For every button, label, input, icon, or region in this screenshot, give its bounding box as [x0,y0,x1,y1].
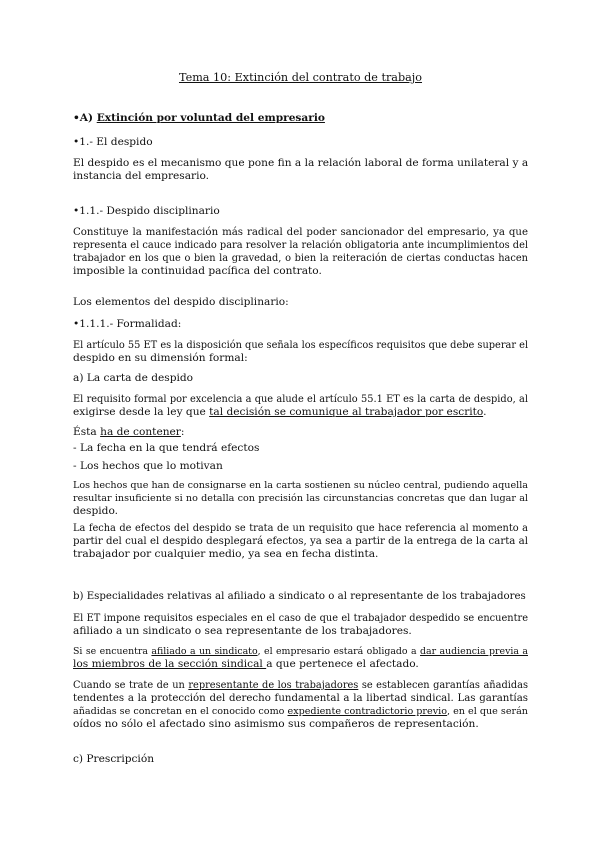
underlined-phrase: dar audiencia previa a [420,646,528,657]
paragraph-line: Si se encuentra afiliado a un sindicato, el empresario estará obligado a dar audiencia previa a [73,646,528,657]
subsection-b-heading: b) Especialidades relativas al afiliado a sindicato o al representante de los trabajadores [73,591,526,602]
paragraph-line: añadidas se concretan en el conocido como expediente contradictorio previo, en el que serán [73,706,528,717]
elements-intro: Los elementos del despido disciplinario: [73,296,289,308]
paragraph-line: El ET impone requisitos especiales en el caso de que el trabajador despedido se encuentre [73,613,528,624]
section-1-1-1-heading: •1.1.1.- Formalidad: [73,318,182,330]
list-item: - Los hechos que lo motivan [73,460,223,472]
paragraph-line: El requisito formal por excelencia a que alude el artículo 55.1 ET es la carta de despido, al [73,394,528,405]
underlined-phrase: tal decisión se comunique al trabajador por escrito [209,406,484,418]
section-1-heading: •1.- El despido [73,136,153,148]
section-1-1-heading: •1.1.- Despido disciplinario [73,205,220,217]
paragraph-line: afiliado a un sindicato o sea representante de los trabajadores. [73,625,412,637]
page-title: Tema 10: Extinción del contrato de trabajo [178,71,423,84]
section-a-heading: •A) Extinción por voluntad del empresario [73,112,325,124]
underlined-phrase: expediente contradictorio previo [287,706,447,717]
paragraph-line: instancia del empresario. [73,170,210,182]
paragraph-line: partir del cual el despido desplegará efectos, ya sea a partir de la entrega de la carta al [73,536,528,547]
paragraph-line: El despido es el mecanismo que pone fin a la relación laboral de forma unilateral y a [73,157,529,169]
underlined-phrase: ha de contener [100,426,181,438]
list-item: - La fecha en la que tendrá efectos [73,442,260,454]
paragraph-line: tendentes a la protección del derecho fundamental a la libertad sindical. Las garantías [73,693,528,704]
paragraph-line: Constituye la manifestación más radical del poder sancionador del empresario, ya que [73,227,528,238]
paragraph-line: despido en su dimensión formal: [73,352,248,364]
paragraph-line: los miembros de la sección sindical a que pertenece el afectado. [73,658,419,670]
paragraph-line: resultar insuficiente si no detalla con precisión las circunstancias concretas que dan lugar al [73,493,528,504]
paragraph-line: Cuando se trate de un representante de los trabajadores se establecen garantías añadidas [73,680,528,691]
paragraph-line: imposible la continuidad pacífica del contrato. [73,265,322,277]
paragraph-line: representa el cauce indicado para resolver la relación obligatoria ante incumplimientos del [73,240,528,251]
paragraph-line: El artículo 55 ET es la disposición que señala los específicos requisitos que debe superar el [73,340,529,351]
paragraph-line: Los hechos que han de consignarse en la carta sostienen su núcleo central, pudiendo aquella [73,480,528,491]
paragraph-line: exigirse desde la ley que tal decisión se comunique al trabajador por escrito. [73,406,487,418]
subsection-a-heading: a) La carta de despido [73,372,194,384]
underlined-phrase: representante de los trabajadores [188,680,359,691]
underlined-phrase: afiliado a un sindicato [151,646,258,657]
content-intro: Ésta ha de contener: [73,426,185,438]
paragraph-line: despido. [73,505,118,517]
paragraph-line: trabajador en los que o bien la gravedad, o bien la reiteración de ciertas conductas hacen [73,253,528,264]
paragraph-line: trabajador por cualquier medio, ya sea en fecha distinta. [73,548,379,560]
underlined-phrase: los miembros de la sección sindical [73,658,267,670]
paragraph-line: La fecha de efectos del despido se trata de un requisito que hace referencia al momento a [73,523,528,534]
subsection-c-heading: c) Prescripción [73,753,155,765]
paragraph-line: oídos no sólo el afectado sino asimismo sus compañeros de representación. [73,718,479,730]
